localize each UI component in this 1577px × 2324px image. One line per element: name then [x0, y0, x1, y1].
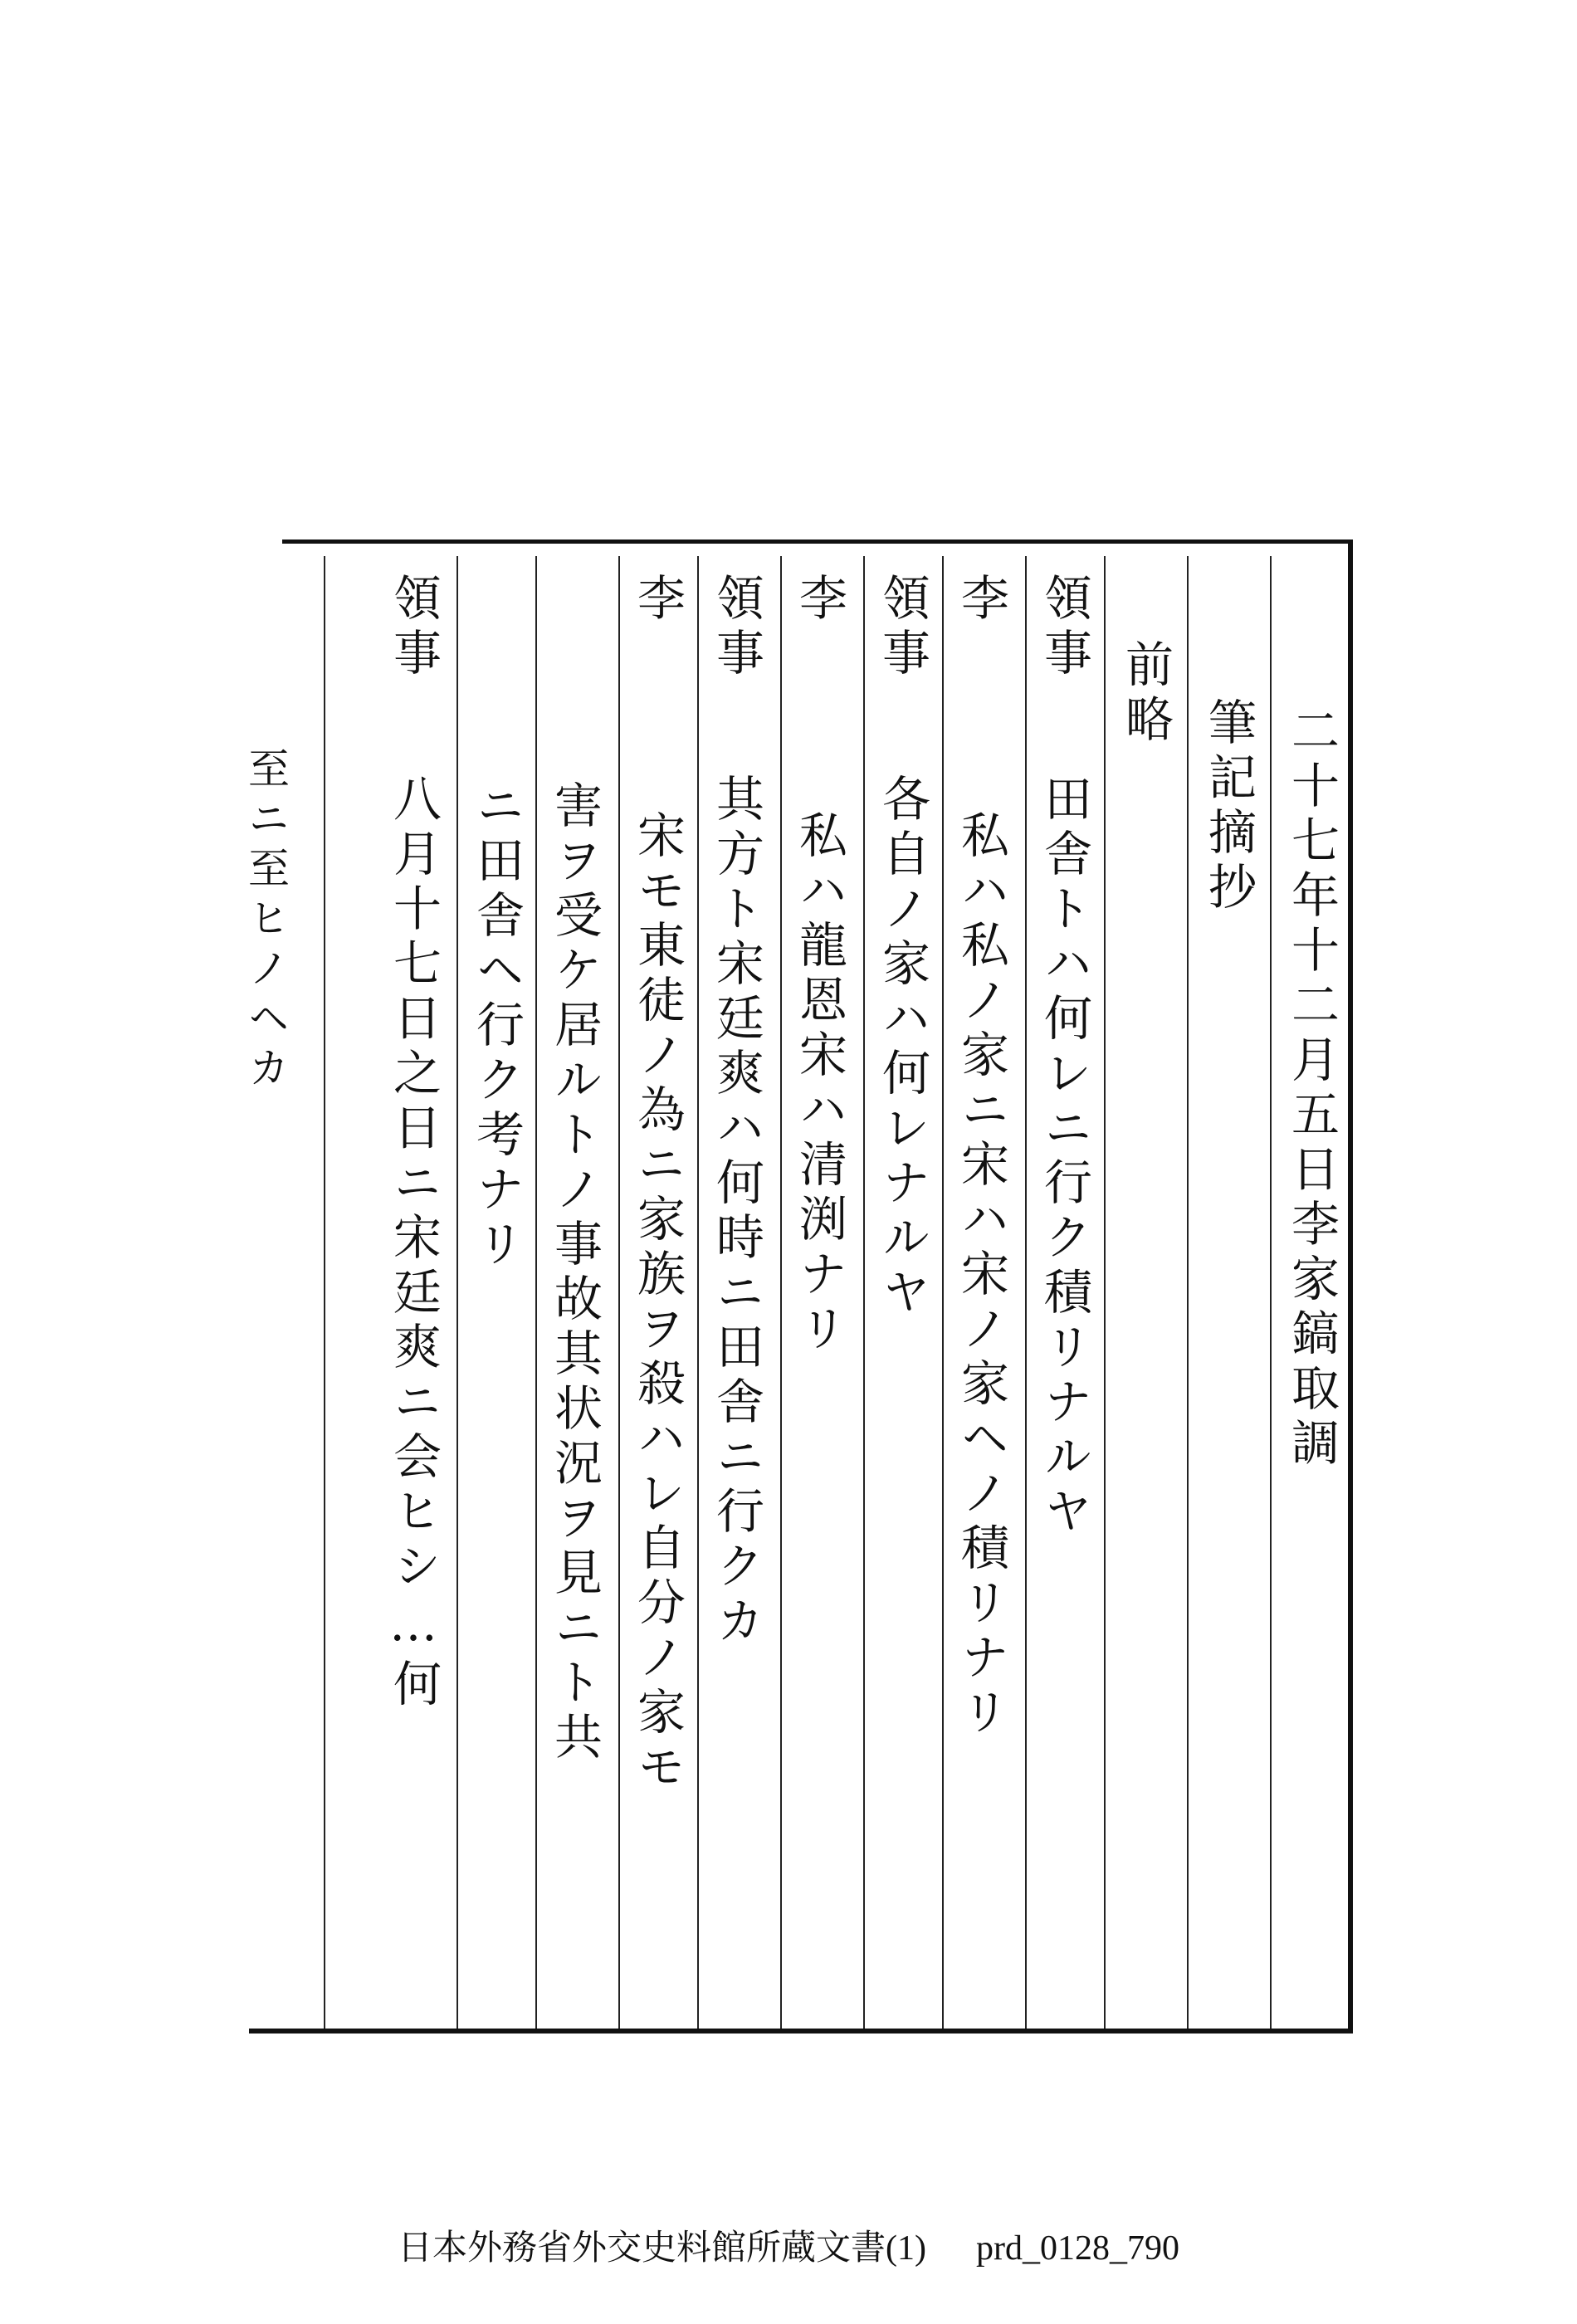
frame-top-rule: [282, 540, 1353, 544]
column-rule: [618, 556, 620, 2029]
column-rule: [780, 556, 782, 2029]
text-column: 前略: [1117, 639, 1174, 749]
column-rule: [1270, 556, 1272, 2029]
column-rule: [456, 556, 458, 2029]
column-rule: [1187, 556, 1189, 2029]
column-rule: [535, 556, 537, 2029]
text-column: 害ヲ受ケ居ルトノ事故其状況ヲ見ニト共: [546, 780, 603, 1766]
text-column: 領事其方ト宋廷爽ハ何時ニ田舎ニ行クカ: [708, 573, 764, 1650]
archive-caption: [0, 2220, 1577, 2270]
column-rule: [863, 556, 865, 2029]
margin-note: 至ニ至ヒノヘカ: [242, 747, 290, 1096]
text-column: 二十七年十二月五日李家鎬取調: [1283, 706, 1340, 1472]
column-rule: [697, 556, 699, 2029]
text-column: 李私ハ私ノ家ニ宋ハ宋ノ家ヘノ積リナリ: [953, 573, 1009, 1741]
text-column: 筆記摘抄: [1200, 697, 1257, 916]
column-rule: [1104, 556, 1106, 2029]
text-column: ニ田舎ヘ行ク考ナリ: [468, 780, 525, 1273]
column-rule: [324, 556, 325, 2029]
column-rule: [942, 556, 944, 2029]
archive-name: 日本外務省外交史料館所蔵文書(1): [398, 2229, 926, 2268]
text-column: 李私ハ龍恩宋ハ清渕ナリ: [791, 573, 847, 1358]
column-rule: [1025, 556, 1027, 2029]
frame-right-rule: [1348, 540, 1353, 2034]
text-column: 領事田舎トハ何レニ行ク積リナルヤ: [1036, 573, 1092, 1540]
text-column: 領事八月十七日之日ニ宋廷爽ニ会ヒシ…何: [385, 573, 442, 1713]
text-column: 李宋モ東徒ノ為ニ家族ヲ殺ハレ自分ノ家モ: [629, 573, 686, 1796]
document-id: prd_0128_790: [975, 2229, 1179, 2268]
text-column: 領事各自ノ家ハ何レナルヤ: [874, 573, 930, 1321]
document-frame: [242, 540, 1353, 2034]
frame-bottom-rule: [249, 2029, 1353, 2034]
